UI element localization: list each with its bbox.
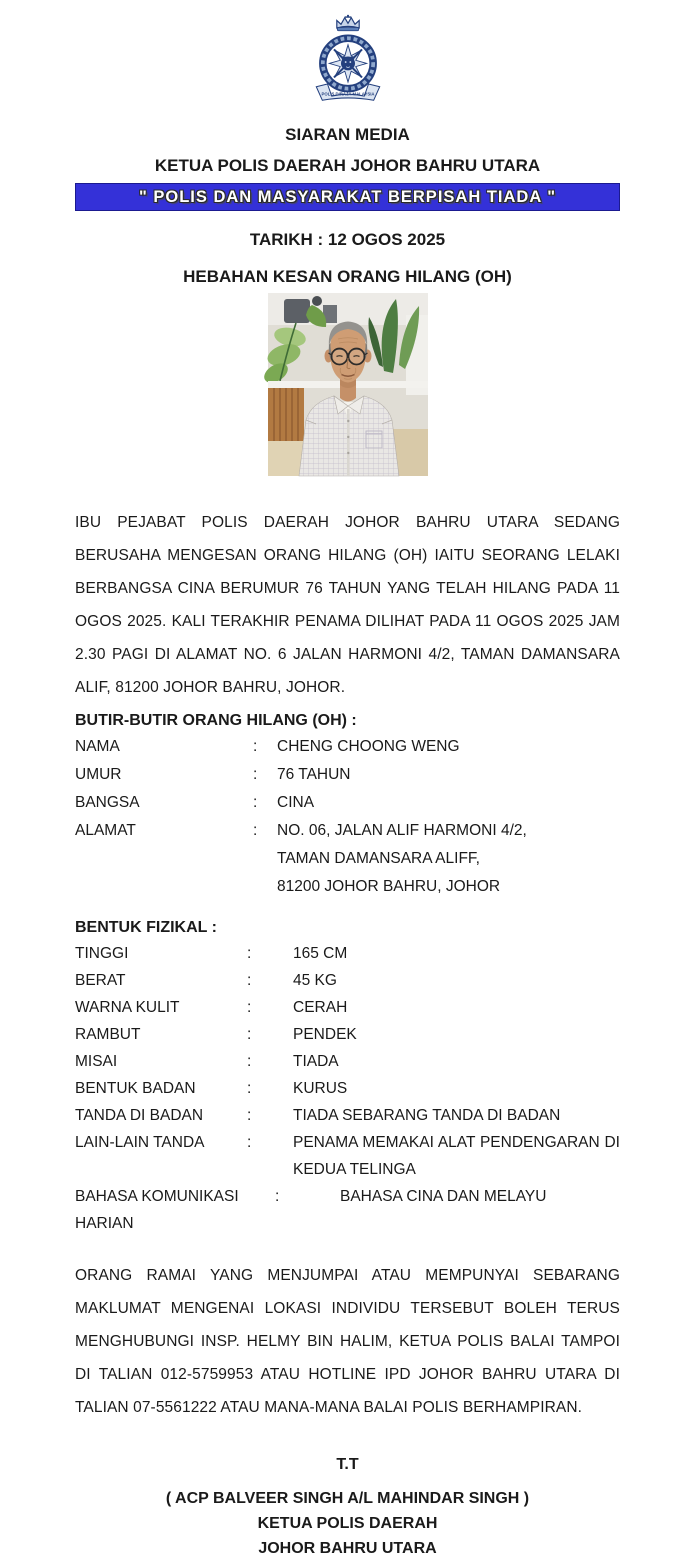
announcement-title: HEBAHAN KESAN ORANG HILANG (OH) xyxy=(183,267,512,286)
physical-label: WARNA KULIT xyxy=(75,999,180,1016)
detail-row-nama xyxy=(75,733,620,761)
physical-label: TANDA DI BADAN xyxy=(75,1107,204,1124)
physical-row-rambut xyxy=(75,1021,620,1048)
document-title: SIARAN MEDIA xyxy=(285,125,410,144)
physical-label: TINGGI xyxy=(75,945,129,962)
physical-colon: : xyxy=(247,945,252,962)
detail-value: CHENG CHOONG WENG xyxy=(277,738,460,755)
details-rows xyxy=(75,733,620,901)
signature-block xyxy=(75,1486,620,1561)
signature-tt: T.T xyxy=(336,1456,359,1473)
detail-row-alamat xyxy=(75,817,620,901)
missing-person-photo xyxy=(268,293,428,476)
physical-label: BAHASA KOMUNIKASI HARIAN xyxy=(75,1188,239,1232)
detail-label: BANGSA xyxy=(75,794,140,811)
detail-value-multiline xyxy=(277,817,620,901)
detail-value: 76 TAHUN xyxy=(277,766,351,783)
physical-value: PENAMA MEMAKAI ALAT PENDENGARAN DI KEDUA TELINGA xyxy=(293,1134,620,1178)
physical-row-lain-lain-tanda xyxy=(75,1129,620,1183)
detail-value: CINA xyxy=(277,794,315,811)
physical-section-heading: BENTUK FIZIKAL : xyxy=(75,919,217,936)
physical-colon: : xyxy=(247,972,252,989)
detail-label: NAMA xyxy=(75,738,120,755)
physical-row-bahasa xyxy=(75,1183,620,1237)
pdrm-crest-logo xyxy=(75,14,620,116)
motto-text: " POLIS DAN MASYARAKAT BERPISAH TIADA " xyxy=(138,188,557,206)
crest-banner-text: POLIS DIRAJA MALAYSIA xyxy=(321,91,374,97)
detail-colon: : xyxy=(253,738,258,755)
physical-label: MISAI xyxy=(75,1053,118,1070)
address-line-3: 81200 JOHOR BAHRU, JOHOR xyxy=(277,878,501,895)
detail-label: ALAMAT xyxy=(75,822,136,839)
signatory-district: JOHOR BAHRU UTARA xyxy=(258,1540,437,1557)
physical-label: BERAT xyxy=(75,972,126,989)
physical-row-tinggi xyxy=(75,940,620,967)
physical-row-tanda-di-badan xyxy=(75,1102,620,1129)
physical-row-warna-kulit xyxy=(75,994,620,1021)
physical-colon: : xyxy=(247,999,252,1016)
physical-colon: : xyxy=(247,1080,252,1097)
police-crest-icon xyxy=(306,14,390,111)
physical-value: 165 CM xyxy=(293,945,348,962)
physical-label: RAMBUT xyxy=(75,1026,141,1043)
intro-paragraph: IBU PEJABAT POLIS DAERAH JOHOR BAHRU UTARA SEDANG BERUSAHA MENGESAN ORANG HILANG (OH) IAITU SEORANG LELAKI BERBANGSA CINA BERUMUR 76 TAHUN YANG TELAH HILANG PADA 11 OGOS 2025. KALI TERAKHIR PENAMA DILIHAT PADA 11 OGOS 2025 JAM 2.30 PAGI DI ALAMAT NO. 6 JALAN HARMONI 4/2, TAMAN DAMANSARA ALIF, 81200 JOHOR BAHRU, JOHOR. xyxy=(75,514,620,696)
physical-colon: : xyxy=(247,1026,252,1043)
physical-value: TIADA SEBARANG TANDA DI BADAN xyxy=(293,1107,561,1124)
physical-colon: : xyxy=(247,1134,252,1151)
physical-value: CERAH xyxy=(293,999,348,1016)
physical-rows xyxy=(75,940,620,1237)
physical-row-berat xyxy=(75,967,620,994)
address-line-1: NO. 06, JALAN ALIF HARMONI 4/2, xyxy=(277,822,527,839)
detail-row-bangsa xyxy=(75,789,620,817)
physical-value: TIADA xyxy=(293,1053,339,1070)
physical-value: BAHASA CINA DAN MELAYU xyxy=(340,1188,547,1205)
physical-value: KURUS xyxy=(293,1080,348,1097)
physical-colon: : xyxy=(247,1053,252,1070)
details-section-heading: BUTIR-BUTIR ORANG HILANG (OH) : xyxy=(75,712,357,729)
signatory-position: KETUA POLIS DAERAH xyxy=(257,1515,438,1532)
contact-paragraph: ORANG RAMAI YANG MENJUMPAI ATAU MEMPUNYAI SEBARANG MAKLUMAT MENGENAI LOKASI INDIVIDU TERSEBUT BOLEH TERUS MENGHUBUNGI INSP. HELMY BIN HALIM, KETUA POLIS BALAI TAMPOI DI TALIAN 012-5759953 ATAU HOTLINE IPD JOHOR BAHRU UTARA DI TALIAN 07-5561222 ATAU MANA-MANA BALAI POLIS BERHAMPIRAN. xyxy=(75,1267,620,1416)
issuing-authority-title: KETUA POLIS DAERAH JOHOR BAHRU UTARA xyxy=(154,156,541,175)
physical-colon: : xyxy=(247,1107,252,1124)
address-line-2: TAMAN DAMANSARA ALIFF, xyxy=(277,850,480,867)
physical-value: 45 KG xyxy=(293,972,337,989)
physical-row-misai xyxy=(75,1048,620,1075)
detail-colon: : xyxy=(253,766,258,783)
detail-colon: : xyxy=(253,794,258,811)
detail-label: UMUR xyxy=(75,766,122,783)
physical-row-bentuk-badan xyxy=(75,1075,620,1102)
physical-value: PENDEK xyxy=(293,1026,357,1043)
detail-colon: : xyxy=(253,822,258,839)
date-line: TARIKH : 12 OGOS 2025 xyxy=(249,230,446,249)
physical-label: BENTUK BADAN xyxy=(75,1080,196,1097)
signatory-name: ( ACP BALVEER SINGH A/L MAHINDAR SINGH ) xyxy=(165,1490,530,1507)
missing-person-photo-illustration xyxy=(268,293,428,476)
motto-banner xyxy=(75,183,620,211)
physical-colon: : xyxy=(275,1188,280,1205)
physical-label: LAIN-LAIN TANDA xyxy=(75,1134,205,1151)
detail-row-umur xyxy=(75,761,620,789)
